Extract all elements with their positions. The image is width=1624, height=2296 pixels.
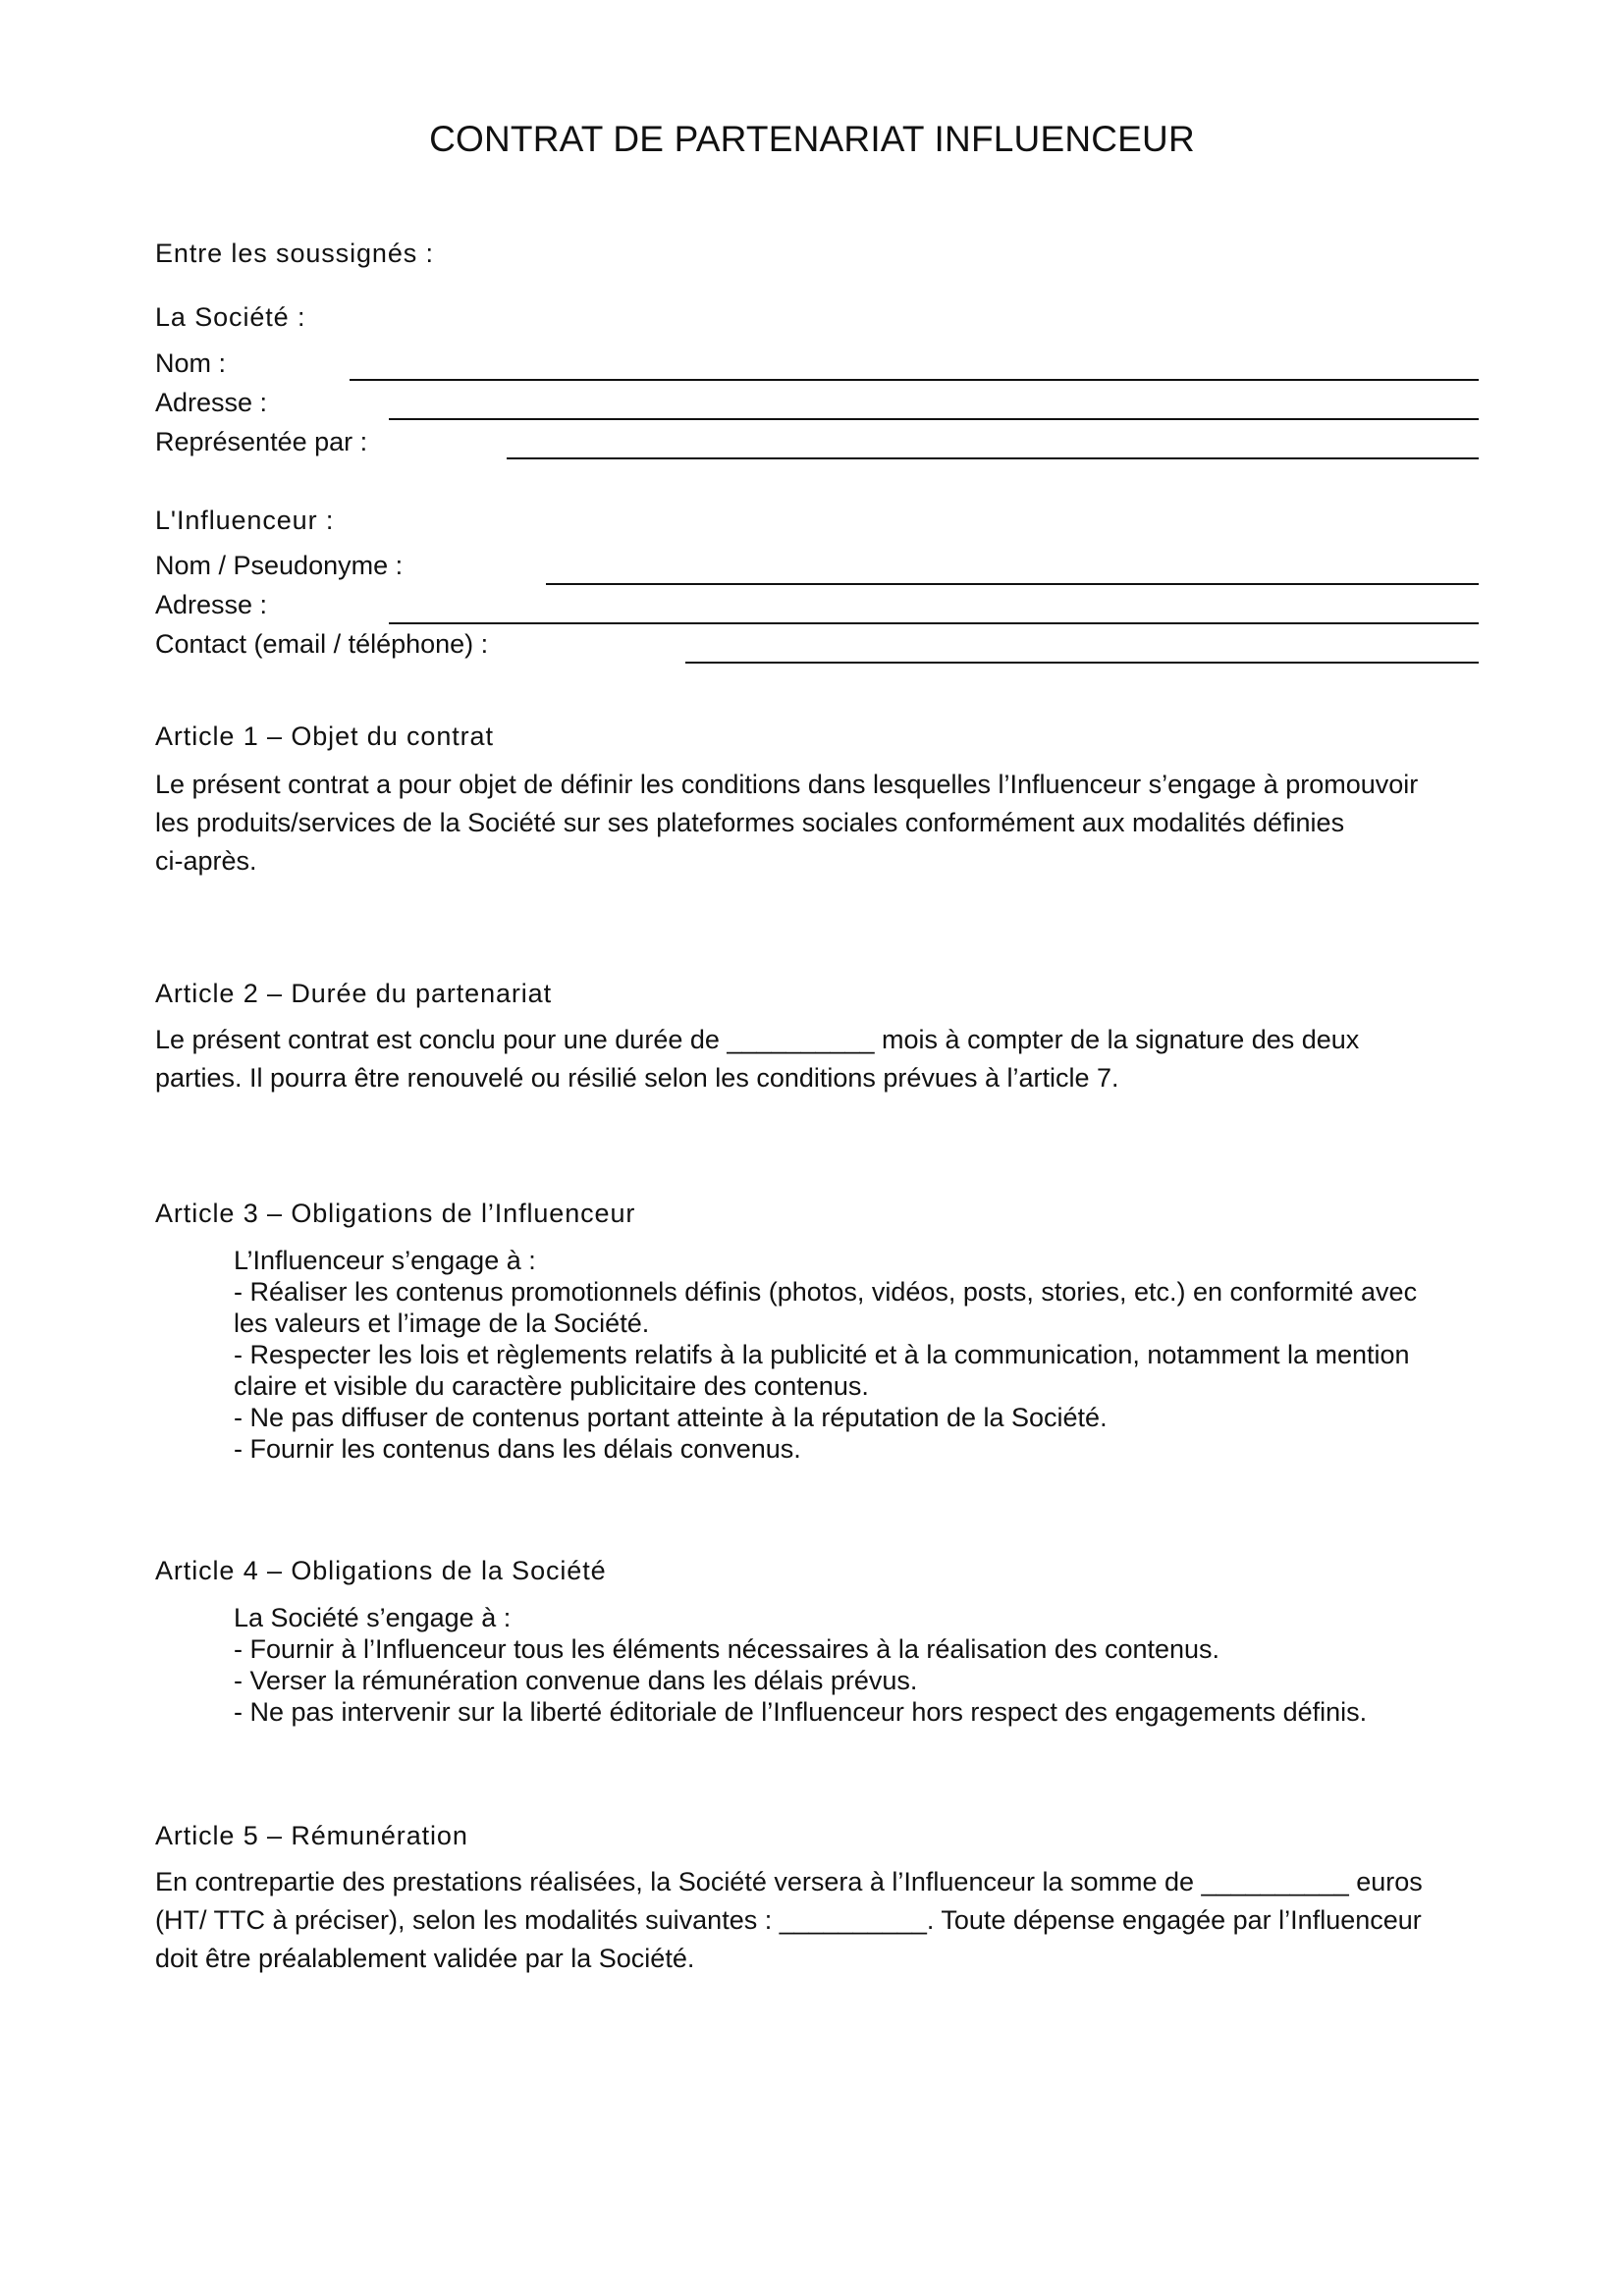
article-4-title: Article 4 – Obligations de la Société xyxy=(155,1556,607,1585)
article-1-line: Le présent contrat a pour objet de définir les conditions dans lesquelles l’Influenceur s’engage à promouvoir xyxy=(155,770,1419,799)
article-4-line: - Fournir à l’Influenceur tous les éléments nécessaires à la réalisation des contenus. xyxy=(234,1634,1220,1664)
influenceur-adresse-field[interactable] xyxy=(389,622,1479,624)
societe-representee-field[interactable] xyxy=(507,457,1479,459)
document-title: CONTRAT DE PARTENARIAT INFLUENCEUR xyxy=(429,119,1195,159)
article-2-body xyxy=(155,1021,1481,1097)
influenceur-nom-field[interactable] xyxy=(546,583,1479,585)
influenceur-contact-label: Contact (email / téléphone) : xyxy=(155,629,489,659)
influenceur-contact-field[interactable] xyxy=(685,662,1479,664)
article-2-line: parties. Il pourra être renouvelé ou résilié selon les conditions prévues à l’article 7. xyxy=(155,1063,1119,1093)
societe-adresse-label: Adresse : xyxy=(155,388,268,417)
article-5-line: En contrepartie des prestations réalisées, la Société versera à l’Influenceur la somme de __________ euros xyxy=(155,1867,1423,1896)
influenceur-heading: L'Influenceur : xyxy=(155,506,335,535)
article-3-line: L’Influenceur s’engage à : xyxy=(234,1246,536,1275)
article-2-line: Le présent contrat est conclu pour une durée de __________ mois à compter de la signature des deux xyxy=(155,1025,1360,1054)
article-4-line: La Société s’engage à : xyxy=(234,1603,512,1632)
article-5-title: Article 5 – Rémunération xyxy=(155,1821,468,1850)
influenceur-adresse-label: Adresse : xyxy=(155,590,268,619)
article-5-body xyxy=(155,1863,1481,1978)
article-5-line: (HT/ TTC à préciser), selon les modalités suivantes : __________. Toute dépense engagée par l’Influenceur xyxy=(155,1905,1422,1935)
influenceur-nom-label: Nom / Pseudonyme : xyxy=(155,551,404,580)
article-5-line: doit être préalablement validée par la Société. xyxy=(155,1944,695,1973)
intro-text: Entre les soussignés : xyxy=(155,239,434,268)
article-4-line: - Verser la rémunération convenue dans les délais prévus. xyxy=(234,1666,918,1695)
article-4-body xyxy=(234,1602,1500,1728)
societe-representee-label: Représentée par : xyxy=(155,427,368,456)
societe-heading: La Société : xyxy=(155,302,306,332)
article-2-title: Article 2 – Durée du partenariat xyxy=(155,979,553,1008)
article-3-line: - Ne pas diffuser de contenus portant atteinte à la réputation de la Société. xyxy=(234,1403,1108,1432)
article-3-line: - Réaliser les contenus promotionnels définis (photos, vidéos, posts, stories, etc.) en conformité avec xyxy=(234,1277,1418,1307)
article-4-line: - Ne pas intervenir sur la liberté éditoriale de l’Influenceur hors respect des engagements définis. xyxy=(234,1697,1368,1727)
article-3-title: Article 3 – Obligations de l’Influenceur xyxy=(155,1199,636,1228)
article-1-line: les produits/services de la Société sur ses plateformes sociales conformément aux modalités définies xyxy=(155,808,1345,837)
article-3-line: les valeurs et l’image de la Société. xyxy=(234,1308,650,1338)
societe-nom-label: Nom : xyxy=(155,348,227,378)
article-3-line: - Respecter les lois et règlements relatifs à la publicité et à la communication, notamment la mention xyxy=(234,1340,1410,1369)
societe-nom-field[interactable] xyxy=(350,379,1479,381)
article-1-title: Article 1 – Objet du contrat xyxy=(155,721,494,751)
article-3-line: - Fournir les contenus dans les délais convenus. xyxy=(234,1434,801,1464)
article-1-line: ci-après. xyxy=(155,846,257,876)
article-3-body xyxy=(234,1245,1500,1465)
article-1-body xyxy=(155,766,1481,881)
societe-adresse-field[interactable] xyxy=(389,418,1479,420)
article-3-line: claire et visible du caractère publicitaire des contenus. xyxy=(234,1371,869,1401)
